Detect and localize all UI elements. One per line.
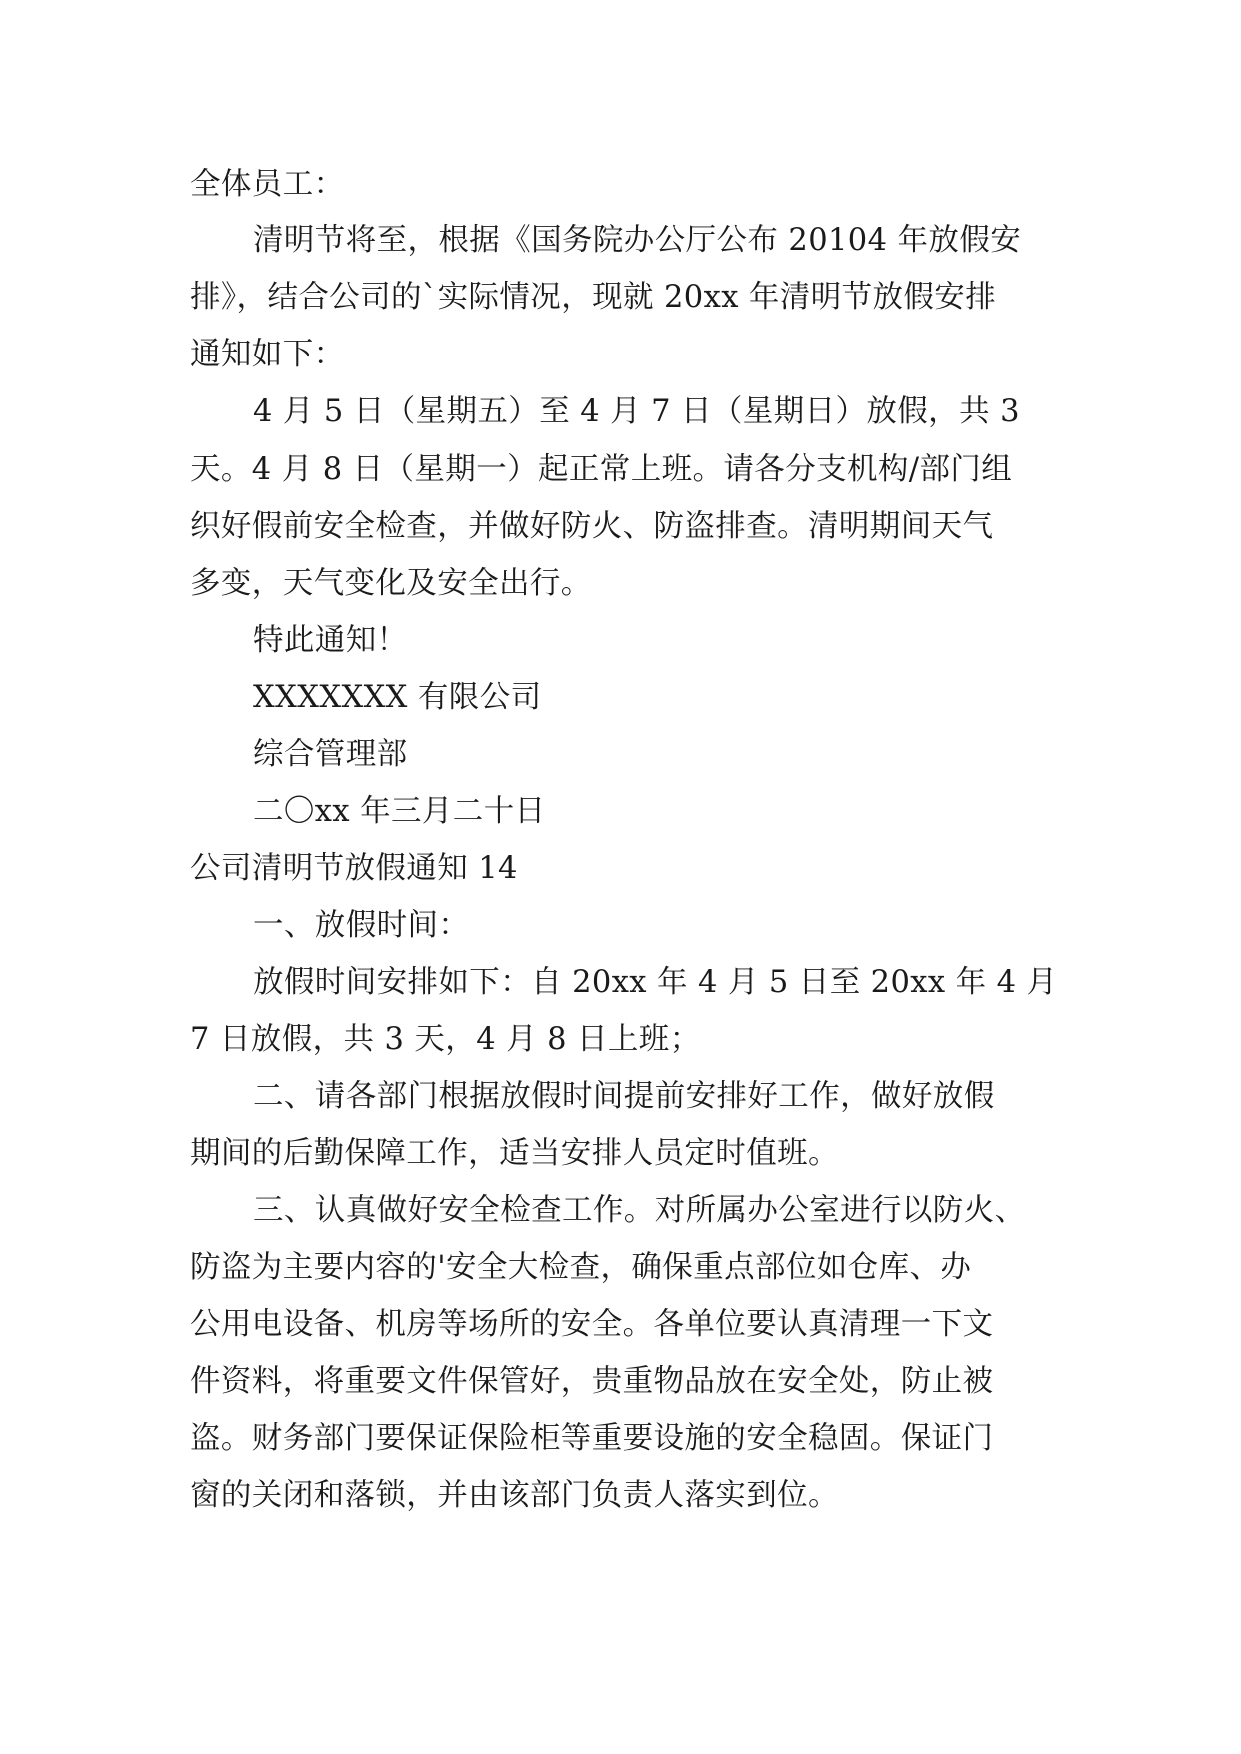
section2-line2: 期间的后勤保障工作，适当安排人员定时值班。 bbox=[190, 1136, 839, 1171]
notice1-paragraph2-line1: 4 月 5 日（星期五）至 4 月 7 日（星期日）放假，共 3 bbox=[253, 394, 1020, 429]
section1-line1: 放假时间安排如下：自 20xx 年 4 月 5 日至 20xx 年 4 月 bbox=[253, 965, 1058, 1000]
notice1-paragraph1-line3: 通知如下： bbox=[190, 337, 345, 372]
section3-line5: 盗。财务部门要保证保险柜等重要设施的安全稳固。保证门 bbox=[190, 1421, 994, 1456]
section3-line2: 防盗为主要内容的'安全大检查，确保重点部位如仓库、办 bbox=[190, 1250, 972, 1285]
section1-line2: 7 日放假，共 3 天，4 月 8 日上班； bbox=[190, 1022, 701, 1057]
section3-line3: 公用电设备、机房等场所的安全。各单位要认真清理一下文 bbox=[190, 1307, 994, 1342]
notice2-title: 公司清明节放假通知 14 bbox=[190, 851, 518, 886]
section1-heading: 一、放假时间： bbox=[253, 908, 470, 943]
closing-line: 特此通知！ bbox=[253, 623, 408, 658]
notice1-paragraph2-line3: 织好假前安全检查，并做好防火、防盗排查。清明期间天气 bbox=[190, 509, 994, 544]
section3-line6: 窗的关闭和落锁，并由该部门负责人落实到位。 bbox=[190, 1478, 839, 1513]
notice1-paragraph1-line2: 排》，结合公司的`实际情况，现就 20xx 年清明节放假安排 bbox=[190, 280, 997, 315]
salutation: 全体员工： bbox=[190, 167, 345, 202]
section3-line1: 三、认真做好安全检查工作。对所属办公室进行以防火、 bbox=[253, 1193, 1026, 1228]
notice1-paragraph2-line4: 多变，天气变化及安全出行。 bbox=[190, 566, 592, 601]
company-name: XXXXXXX 有限公司 bbox=[253, 680, 542, 715]
section2-line1: 二、请各部门根据放假时间提前安排好工作，做好放假 bbox=[253, 1079, 995, 1114]
section3-line4: 件资料，将重要文件保管好，贵重物品放在安全处，防止被 bbox=[190, 1364, 994, 1399]
notice1-paragraph2-line2: 天。4 月 8 日（星期一）起正常上班。请各分支机构/部门组 bbox=[190, 452, 1013, 487]
notice1-paragraph1-line1: 清明节将至，根据《国务院办公厅公布 20104 年放假安 bbox=[253, 223, 1022, 258]
notice-date: 二〇xx 年三月二十日 bbox=[253, 794, 546, 829]
department-name: 综合管理部 bbox=[253, 737, 408, 772]
